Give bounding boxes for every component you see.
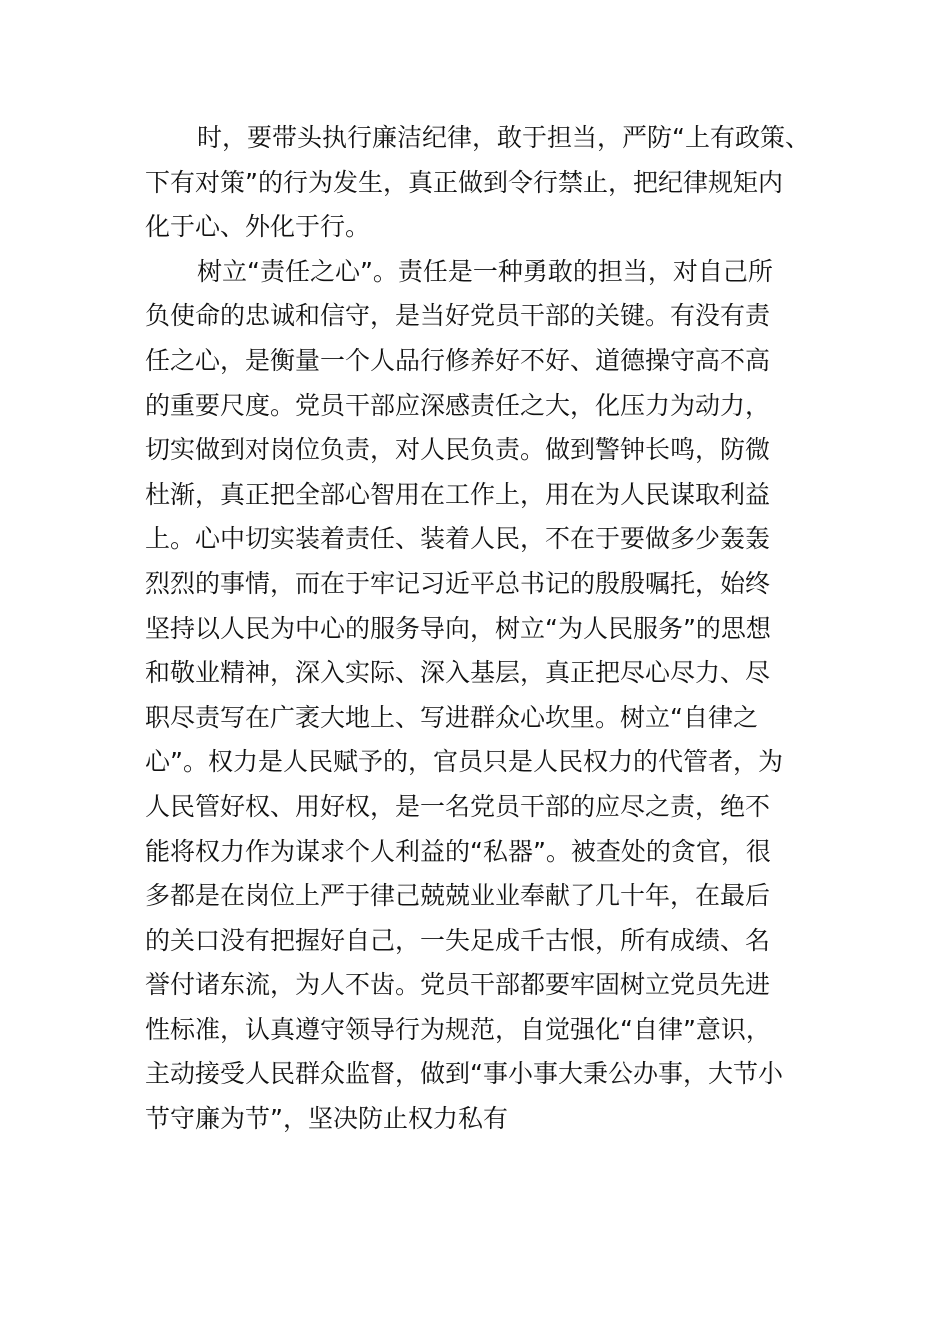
paragraph-2-line-15: 多都是在岗位上严于律己兢兢业业奉献了几十年，在最后 — [145, 881, 771, 911]
paragraph-2-line-10: 和敬业精神，深入实际、深入基层，真正把尽心尽力、尽 — [145, 658, 771, 688]
paragraph-2-line-2: 负使命的忠诚和信守，是当好党员干部的关键。有没有责 — [145, 301, 771, 331]
paragraph-2-line-13: 人民管好权、用好权，是一名党员干部的应尽之责，绝不 — [145, 791, 771, 821]
paragraph-1-line-2: 下有对策”的行为发生，真正做到令行禁止，把纪律规矩内 — [145, 167, 783, 197]
paragraph-2-line-8: 烈烈的事情，而在于牢记习近平总书记的殷殷嘱托，始终 — [145, 568, 771, 598]
paragraph-2-line-11: 职尽责写在广袤大地上、写进群众心坎里。树立“自律之 — [145, 702, 758, 732]
paragraph-2-line-20: 节守廉为节”，坚决防止权力私有 — [145, 1104, 508, 1134]
paragraph-2-line-9: 坚持以人民为中心的服务导向，树立“为人民服务”的思想 — [145, 613, 771, 643]
paragraph-2-line-19: 主动接受人民群众监督，做到“事小事大秉公办事，大节小 — [145, 1059, 783, 1089]
paragraph-2-line-12: 心”。权力是人民赋予的，官员只是人民权力的代管者，为 — [145, 747, 783, 777]
paragraph-2-line-14: 能将权力作为谋求个人利益的“私器”。被查处的贪官，很 — [145, 836, 771, 866]
paragraph-2-line-3: 任之心，是衡量一个人品行修养好不好、道德操守高不高 — [145, 345, 771, 375]
paragraph-2-line-4: 的重要尺度。党员干部应深感责任之大，化压力为动力， — [145, 390, 771, 420]
paragraph-2-line-17: 誉付诸东流，为人不齿。党员干部都要牢固树立党员先进 — [145, 970, 771, 1000]
paragraph-2-line-5: 切实做到对岗位负责，对人民负责。做到警钟长鸣，防微 — [145, 435, 771, 465]
paragraph-1-line-3: 化于心、外化于行。 — [145, 212, 371, 242]
body-text — [145, 116, 825, 1142]
paragraph-2-line-6: 杜渐，真正把全部心智用在工作上，用在为人民谋取利益 — [145, 479, 771, 509]
paragraph-2-line-18: 性标准，认真遵守领导行为规范，自觉强化“自律”意识， — [145, 1014, 771, 1044]
paragraph-2-line-16: 的关口没有把握好自己，一失足成千古恨，所有成绩、名 — [145, 925, 771, 955]
paragraph-2-line-1: 树立“责任之心”。责任是一种勇敢的担当，对自己所 — [197, 256, 773, 286]
paragraph-1-line-1: 时，要带头执行廉洁纪律，敢于担当，严防“上有政策、 — [197, 123, 810, 152]
paragraph-2-line-7: 上。心中切实装着责任、装着人民，不在于要做多少轰轰 — [145, 524, 771, 554]
